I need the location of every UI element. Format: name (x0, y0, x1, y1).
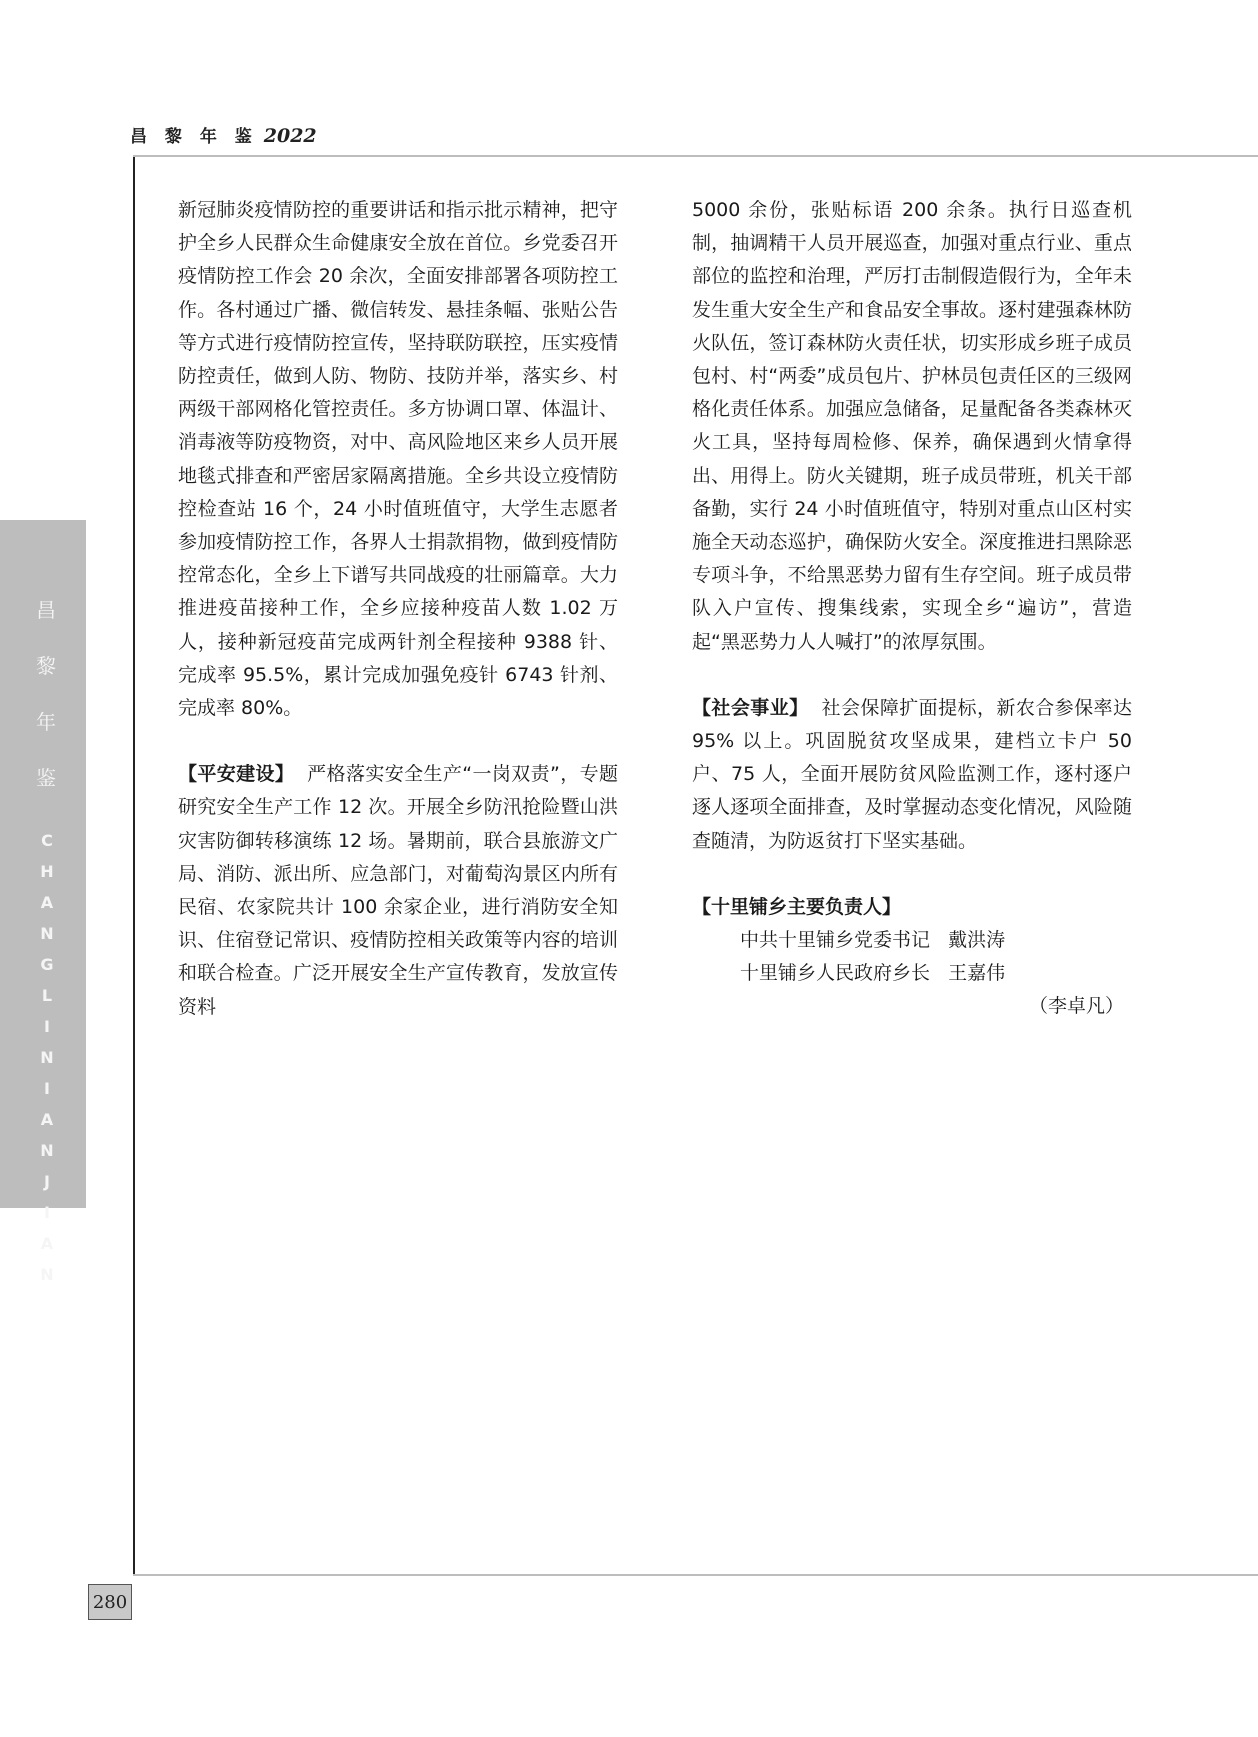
side-letter: A (40, 1234, 54, 1253)
side-letter: N (40, 1265, 54, 1284)
side-letter: N (40, 1048, 54, 1067)
side-letter: C (41, 831, 53, 850)
social-heading: 【社会事业】 (692, 696, 809, 719)
side-letter: I (44, 1079, 50, 1098)
side-letter: A (40, 1110, 54, 1129)
leader-name: 王嘉伟 (948, 962, 1006, 985)
safety-paragraph (178, 758, 618, 1024)
side-letter: J (44, 1172, 50, 1191)
side-letter: I (44, 1203, 50, 1222)
author-credit: （李卓凡） (1028, 995, 1124, 1018)
safety-heading: 【平安建设】 (178, 763, 295, 786)
epidemic-paragraph: 新冠肺炎疫情防控的重要讲话和指示批示精神，把守护全乡人民群众生命健康安全放在首位。乡党委召开疫情防控工作会 20 余次，全面安排部署各项防控工作。各村通过广播、微信转发、悬挂条幅、张贴公告等方式进行疫情防控宣传，坚持联防联控，压实疫情防控责任，做到人防、物防、技防并举，落实乡、村两级干部网格化管控责任。多方协调口罩、体温计、消毒液等防疫物资，对中、高风险地区来乡人员开展地毯式排查和严密居家隔离措施。全乡共设立疫情防控检查站 16 个，24 小时值班值守，大学生志愿者参加疫情防控工作，各界人士捐款捐物，做到疫情防控常态化，全乡上下谱写共同战疫的壮丽篇章。大力推进疫苗接种工作，全乡应接种疫苗人数 1.02 万人，接种新冠疫苗完成两针剂全程接种 9388 针、完成率 95.5%，累计完成加强免疫针 6743 针剂、完成率 80%。 (178, 199, 618, 720)
margin-rule-vertical (133, 155, 135, 1575)
side-letter: I (44, 1017, 50, 1036)
social-text: 社会保障扩面提标，新农合参保率达 95% 以上。巩固脱贫攻坚成果，建档立卡户 50 户、75 人，全面开展防贫风险监测工作，逐村逐户逐人逐项全面排查，及时掌握动态变化情况，风险随查随清，为防返贫打下坚实基础。 (692, 696, 1132, 852)
running-header (130, 122, 317, 152)
yearbook-year: 2022 (263, 125, 317, 147)
side-letter: N (40, 1141, 54, 1160)
side-letter: N (40, 924, 54, 943)
side-char: 黎 (36, 654, 56, 678)
left-column (178, 194, 618, 1024)
side-char: 昌 (36, 598, 56, 622)
leaders-heading: 【十里铺乡主要负责人】 (692, 895, 902, 918)
side-char: 鉴 (36, 766, 56, 790)
side-char: 年 (36, 710, 56, 734)
leader-role: 中共十里铺乡党委书记 (740, 929, 931, 952)
side-tab-pinyin (39, 825, 55, 1290)
header-rule (133, 155, 1258, 157)
leader-role: 十里铺乡人民政府乡长 (740, 962, 931, 985)
social-paragraph (692, 692, 1132, 858)
side-letter: H (40, 862, 54, 881)
safety-continued-paragraph: 5000 余份，张贴标语 200 余条。执行日巡查机制，抽调精干人员开展巡查，加强对重点行业、重点部位的监控和治理，严厉打击制假造假行为，全年未发生重大安全生产和食品安全事故。逐村建强森林防火队伍，签订森林防火责任状，切实形成乡班子成员包村、村“两委”成员包片、护林员包责任区的三级网格化责任体系。加强应急储备，足量配备各类森林灭火工具，坚持每周检修、保养，确保遇到火情拿得出、用得上。防火关键期，班子成员带班，机关干部备勤，实行 24 小时值班值守，特别对重点山区村实施全天动态巡护，确保防火安全。深度推进扫黑除恶专项斗争，不给黑恶势力留有生存空间。班子成员带队入户宣传、搜集线索，实现全乡“遍访”，营造起“黑恶势力人人喊打”的浓厚氛围。 (692, 199, 1132, 653)
leader-name: 戴洪涛 (948, 929, 1006, 952)
side-tab (0, 520, 86, 1284)
safety-text: 严格落实安全生产“一岗双责”，专题研究安全生产工作 12 次。开展全乡防汛抢险暨山洪灾害防御转移演练 12 场。暑期前，联合县旅游文广局、消防、派出所、应急部门，对葡萄沟景区内所有民宿、农家院共计 100 余家企业，进行消防安全知识、住宿登记常识、疫情防控相关政策等内容的培训和联合检查。广泛开展安全生产宣传教育，发放宣传资料 (178, 763, 618, 1018)
side-tab-chinese (36, 582, 56, 806)
right-column (692, 194, 1132, 1024)
yearbook-title: 昌 黎 年 鉴 (130, 127, 258, 147)
side-letter: L (41, 986, 53, 1005)
side-letter: G (40, 955, 54, 974)
leader-row (692, 924, 1132, 957)
leader-row (692, 957, 1132, 990)
side-letter: A (40, 893, 54, 912)
page-number: 280 (88, 1584, 132, 1620)
footer-rule (133, 1574, 1258, 1576)
